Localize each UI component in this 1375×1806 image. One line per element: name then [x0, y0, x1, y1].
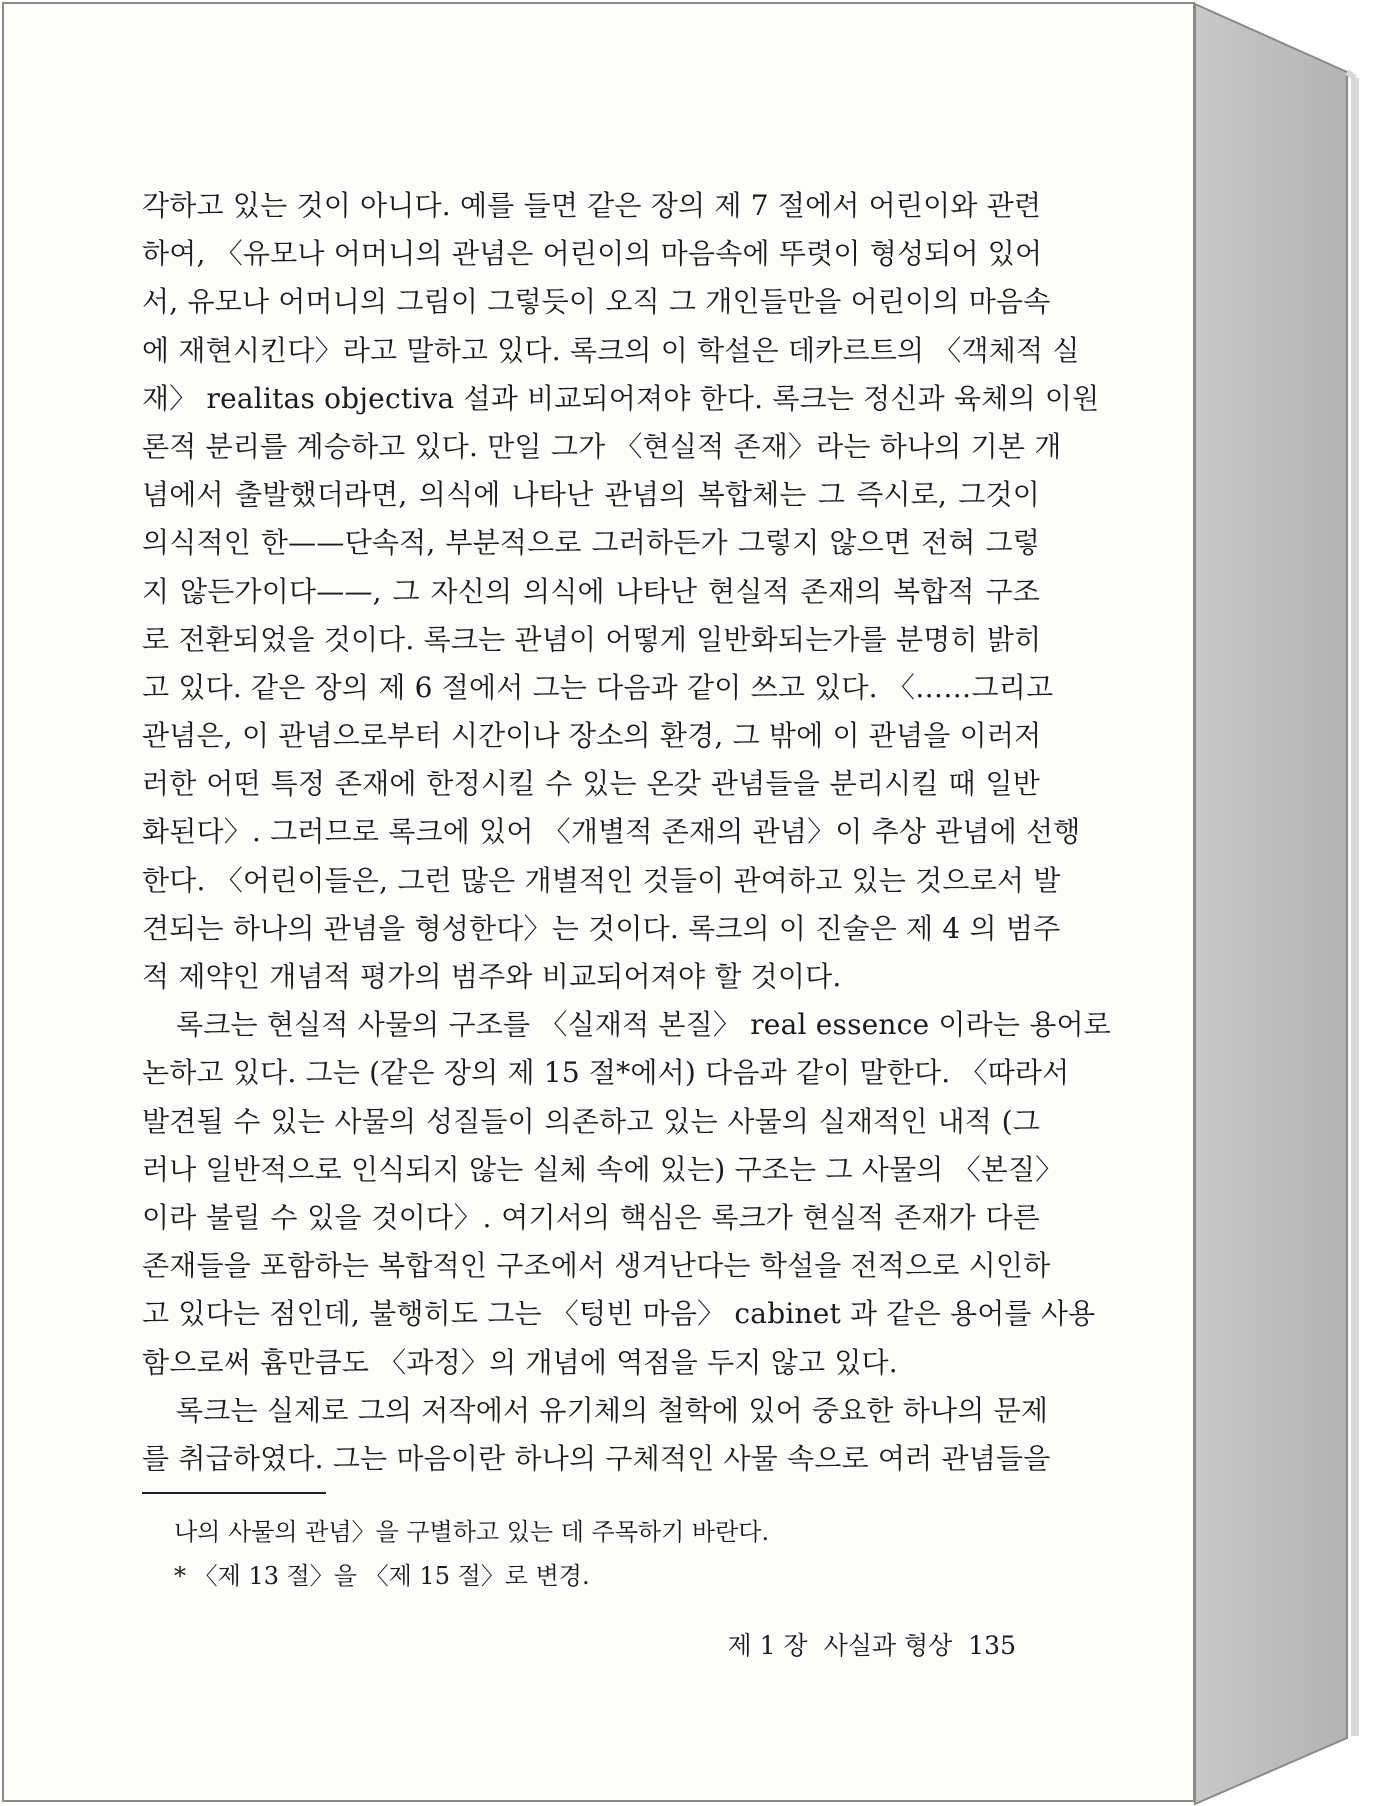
- text-line: 를 취급하였다. 그는 마음이란 하나의 구체적인 사물 속으로 여러 관념들을: [142, 1441, 1051, 1475]
- text-line: 하여, 〈유모나 어머니의 관념은 어린이의 마음속에 뚜렷이 형성되어 있어: [142, 237, 1043, 271]
- text-line: 록크는 실제로 그의 저작에서 유기체의 철학에 있어 중요한 하나의 문제: [176, 1393, 1049, 1427]
- text-line: 러나 일반적으로 인식되지 않는 실체 속에 있는) 구조는 그 사물의 〈본질〉: [142, 1152, 1064, 1186]
- text-line: 이라 불릴 수 있을 것이다〉. 여기서의 핵심은 록크가 현실적 존재가 다른: [142, 1200, 1040, 1234]
- text-line: 록크는 현실적 사물의 구조를 〈실재적 본질〉 real essence 이라는 용어로: [176, 1008, 1111, 1042]
- text-line: 각하고 있는 것이 아니다. 예를 들면 같은 장의 제 7 절에서 어린이와 관련: [142, 189, 1042, 222]
- footnote-divider: [142, 1492, 326, 1494]
- text-line: 론적 분리를 계승하고 있다. 만일 그가 〈현실적 존재〉라는 하나의 기본 개: [142, 429, 1062, 463]
- text-line: 러한 어떤 특정 존재에 한정시킬 수 있는 온갖 관념들을 분리시킬 때 일반: [142, 767, 1040, 801]
- text-line: 념에서 출발했더라면, 의식에 나타난 관념의 복합체는 그 즉시로, 그것이: [142, 478, 1040, 512]
- text-line: 발견될 수 있는 사물의 성질들이 의존하고 있는 사물의 실재적인 내적 (그: [142, 1104, 1040, 1138]
- text-line: 로 전환되었을 것이다. 록크는 관념이 어떻게 일반화되는가를 분명히 밝히: [142, 622, 1042, 656]
- text-line: 적 제약인 개념적 평가의 범주와 비교되어져야 할 것이다.: [142, 960, 842, 993]
- text-line: 관념은, 이 관념으로부터 시간이나 장소의 환경, 그 밖에 이 관념을 이러저: [142, 719, 1042, 753]
- footnote-line: * 〈제 13 절〉을 〈제 15 절〉로 변경.: [174, 1562, 590, 1590]
- text-line: 화된다〉. 그러므로 록크에 있어 〈개별적 존재의 관념〉이 추상 관념에 선행: [142, 815, 1081, 849]
- chapter-title: 사실과 형상: [823, 1631, 953, 1660]
- text-line: 존재들을 포함하는 복합적인 구조에서 생겨난다는 학설을 전적으로 시인하: [142, 1249, 1051, 1283]
- text-line: 함으로써 흄만큼도 〈과정〉의 개념에 역점을 두지 않고 있다.: [142, 1345, 898, 1379]
- chapter-label: 제 1 장: [727, 1631, 808, 1660]
- text-line: 고 있다. 같은 장의 제 6 절에서 그는 다음과 같이 쓰고 있다. 〈……그리고: [142, 670, 1054, 704]
- text-line: 재〉 realitas objectiva 설과 비교되어져야 한다. 록크는 정신과 육체의 이원: [142, 381, 1100, 415]
- running-footer: [644, 1628, 1016, 1664]
- text-line: 견되는 하나의 관념을 형성한다〉는 것이다. 록크의 이 진술은 제 4 의 범주: [142, 911, 1061, 945]
- body-text: [142, 182, 1111, 1483]
- footnotes: [174, 1510, 974, 1598]
- page-number: 135: [968, 1631, 1016, 1660]
- footnote-line: 나의 사물의 관념〉을 구별하고 있는 데 주목하기 바란다.: [174, 1518, 770, 1546]
- text-line: 에 재현시킨다〉라고 말하고 있다. 록크의 이 학설은 데카르트의 〈객체적 실: [142, 333, 1080, 367]
- text-line: 지 않든가이다——, 그 자신의 의식에 나타난 현실적 존재의 복합적 구조: [142, 574, 1040, 608]
- text-line: 서, 유모나 어머니의 그림이 그렇듯이 오직 그 개인들만을 어린이의 마음속: [142, 285, 1051, 319]
- text-line: 논하고 있다. 그는 (같은 장의 제 15 절*에서) 다음과 같이 말한다. 〈따라서: [142, 1056, 1070, 1090]
- book-page: [2, 2, 1195, 1802]
- text-line: 의식적인 한——단속적, 부분적으로 그러하든가 그렇지 않으면 전혀 그렇: [142, 526, 1040, 560]
- text-line: 한다. 〈어린이들은, 그런 많은 개별적인 것들이 관여하고 있는 것으로서 발: [142, 863, 1061, 897]
- text-line: 고 있다는 점인데, 불행히도 그는 〈텅빈 마음〉 cabinet 과 같은 용어를 사용: [142, 1297, 1096, 1331]
